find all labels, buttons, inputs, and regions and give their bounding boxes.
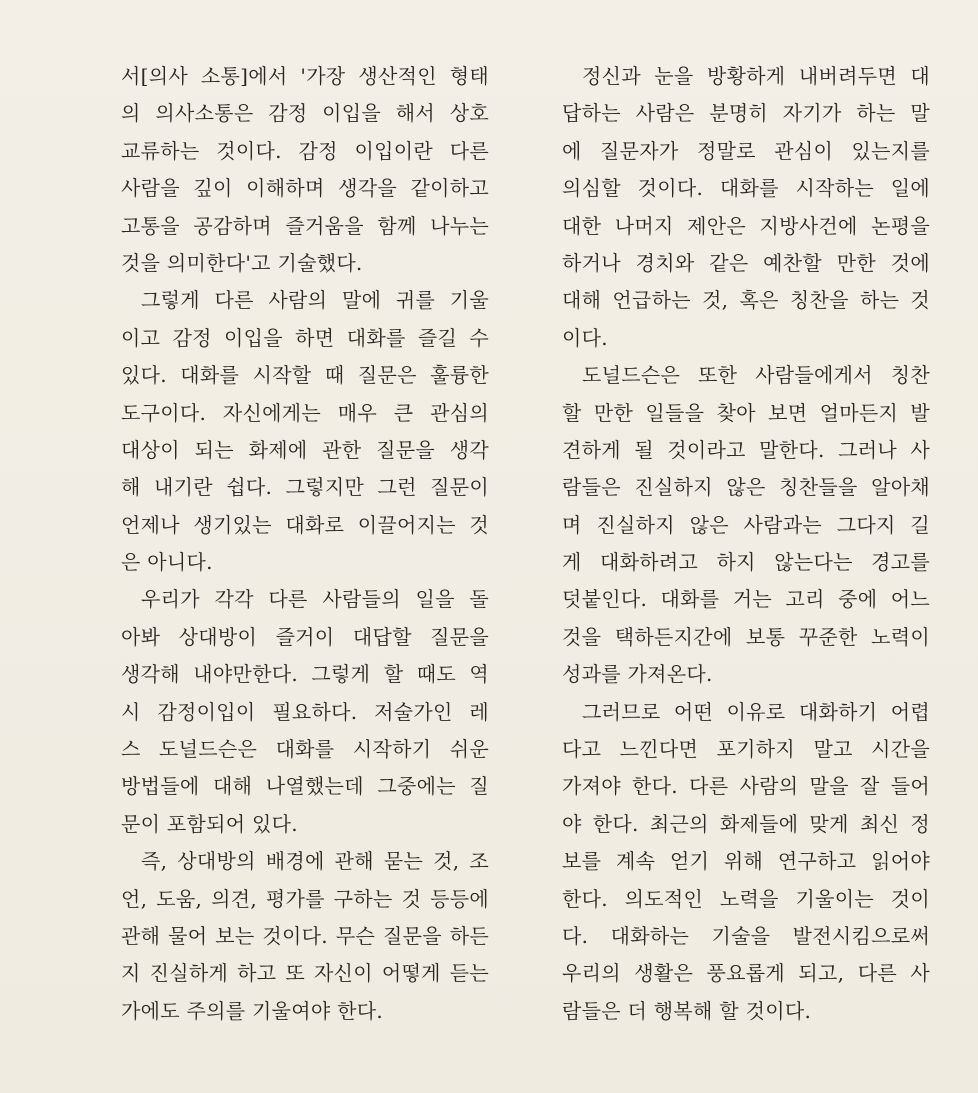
text-line: 의 의사소통은 감정 이입을 해서 상호 (121, 101, 489, 126)
paragraph (121, 581, 489, 843)
text-line: 있다. 대화를 시작할 때 질문은 훌륭한 (121, 363, 489, 388)
text-line: 대한 나머지 제안은 지방사건에 논평을 (562, 213, 930, 238)
text-line: 고통을 공감하며 즐거움을 함께 나누는 (121, 213, 489, 238)
left-column (121, 58, 489, 1030)
text-line: 견하게 될 것이라고 말한다. 그러나 사 (562, 437, 930, 462)
text-line: 시 감정이입이 필요하다. 저술가인 레 (121, 699, 489, 724)
text-line: 방법들에 대해 나열했는데 그중에는 질 (121, 774, 489, 799)
text-line: 우리가 각각 다른 사람들의 일을 돌 (141, 587, 489, 612)
text-line: 은 아니다. (121, 550, 213, 575)
text-line: 정신과 눈을 방황하게 내버려두면 대 (582, 64, 930, 88)
text-line: 답하는 사람은 분명히 자기가 하는 말 (562, 101, 930, 126)
text-line: 성과를 가져온다. (562, 662, 713, 687)
text-line: 이고 감정 이입을 하면 대화를 즐길 수 (121, 325, 489, 350)
text-line: 람들은 더 행복해 할 것이다. (562, 998, 812, 1023)
text-line: 할 만한 일들을 찾아 보면 얼마든지 발 (562, 400, 930, 425)
text-line: 야 한다. 최근의 화제들에 맞게 최신 정 (562, 811, 930, 836)
text-line: 이다. (562, 325, 608, 350)
text-line: 가에도 주의를 기울여야 한다. (121, 998, 384, 1023)
text-line: 에 질문자가 정말로 관심이 있는지를 (562, 138, 930, 163)
text-line: 그러므로 어떤 이유로 대화하기 어렵 (582, 699, 930, 724)
text-line: 하거나 경치와 같은 예찬할 만한 것에 (562, 250, 930, 275)
text-line: 다고 느낀다면 포기하지 말고 시간을 (562, 737, 930, 762)
text-line: 한다. 의도적인 노력을 기울이는 것이 (562, 886, 930, 911)
text-line: 언제나 생기있는 대화로 이끌어지는 것 (121, 512, 489, 537)
right-column (562, 58, 930, 1030)
text-line: 관해 물어 보는 것이다. 무슨 질문을 하든 (121, 923, 489, 948)
text-line: 우리의 생활은 풍요롭게 되고, 다른 사 (562, 961, 930, 986)
text-line: 생각해 내야만한다. 그렇게 할 때도 역 (121, 662, 489, 687)
text-line: 며 진실하지 않은 사람과는 그다지 길 (562, 512, 930, 537)
text-line: 것을 의미한다'고 기술했다. (121, 250, 363, 275)
text-line: 의심할 것이다. 대화를 시작하는 일에 (562, 176, 930, 201)
text-line: 교류하는 것이다. 감정 이입이란 다른 (121, 138, 489, 163)
text-line: 즉, 상대방의 배경에 관해 묻는 것, 조 (141, 849, 489, 874)
text-line: 해 내기란 쉽다. 그렇지만 그런 질문이 (121, 475, 489, 500)
text-line: 도널드슨은 또한 사람들에게서 칭찬 (582, 363, 930, 388)
text-line: 사람을 깊이 이해하며 생각을 같이하고 (121, 176, 489, 201)
text-line: 지 진실하게 하고 또 자신이 어떻게 듣는 (121, 961, 489, 986)
text-line: 서[의사 소통]에서 '가장 생산적인 형태 (121, 64, 489, 88)
paragraph (121, 58, 489, 282)
paragraph (121, 843, 489, 1030)
paragraph (562, 694, 930, 1031)
text-line: 것을 택하든지간에 보통 꾸준한 노력이 (562, 624, 930, 649)
text-line: 언, 도움, 의견, 평가를 구하는 것 등등에 (121, 886, 489, 911)
text-line: 가져야 한다. 다른 사람의 말을 잘 들어 (562, 774, 930, 799)
paragraph (562, 357, 930, 694)
text-line: 람들은 진실하지 않은 칭찬들을 알아채 (562, 475, 930, 500)
text-line: 문이 포함되어 있다. (121, 811, 298, 836)
text-line: 덧붙인다. 대화를 거는 고리 중에 어느 (562, 587, 930, 612)
paragraph (121, 282, 489, 581)
text-line: 다. 대화하는 기술을 발전시킴으로써 (562, 923, 930, 948)
text-line: 대상이 되는 화제에 관한 질문을 생각 (121, 437, 489, 462)
text-line: 스 도널드슨은 대화를 시작하기 쉬운 (121, 737, 489, 762)
text-line: 그렇게 다른 사람의 말에 귀를 기울 (141, 288, 489, 313)
text-line: 아봐 상대방이 즐거이 대답할 질문을 (121, 624, 489, 649)
paragraph (562, 58, 930, 357)
text-line: 보를 계속 얻기 위해 연구하고 읽어야 (562, 849, 930, 874)
text-line: 게 대화하려고 하지 않는다는 경고를 (562, 550, 930, 575)
text-line: 도구이다. 자신에게는 매우 큰 관심의 (121, 400, 489, 425)
text-line: 대해 언급하는 것, 혹은 칭찬을 하는 것 (562, 288, 930, 313)
